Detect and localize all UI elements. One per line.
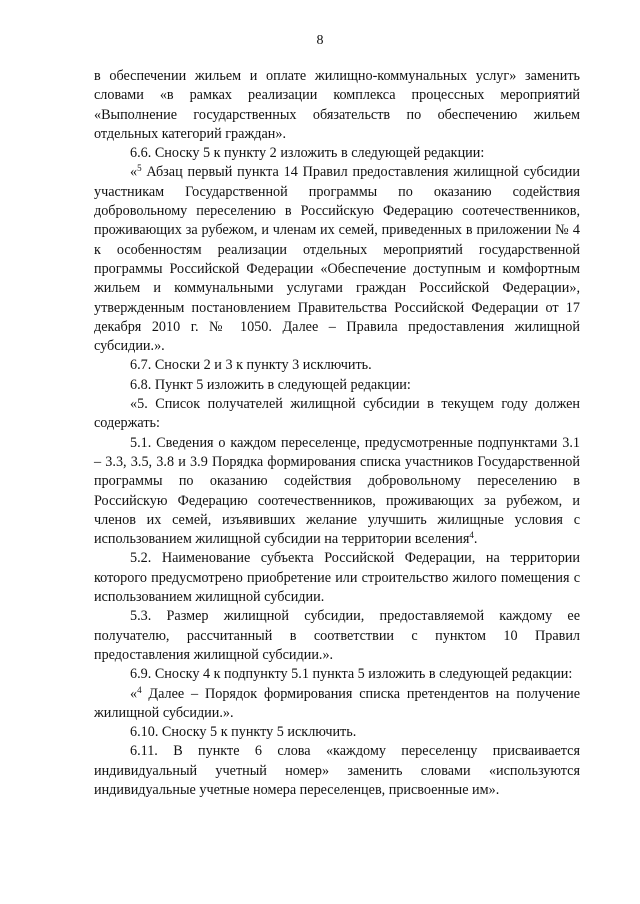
paragraph-13 (94, 742, 580, 800)
paragraph-7 (94, 434, 580, 550)
document-body (94, 67, 580, 800)
paragraph-9-text: 5.3. Размер жилищной субсидии, предоставляемой каждому ее получателю, рассчитанный в соответствии с пунктом 10 Правил предоставления жилищной субсидии.». (94, 608, 580, 663)
paragraph-13-text: 6.11. В пункте 6 слова «каждому переселенцу присваивается индивидуальный учетный номер» заменить словами «используются индивидуальные учетные номера переселенцев, присвоенные им». (94, 743, 580, 798)
paragraph-3 (94, 163, 580, 356)
paragraph-3-text: Абзац первый пункта 14 Правил предоставления жилищной субсидии участникам Государственной программы по оказанию содействия добровольному переселению в Российскую Федерацию соотечественников, проживающих за рубежом, и членам их семей, приведенных в приложении № 4 к особенностям реализации отдельных мероприятий государственной программы Российской Федерации «Обеспечение доступным и комфортным жильем и коммунальными услугами граждан Российской Федерации», утвержденным постановлением Правительства Российской Федерации от 17 декабря 2010 г. № 1050. Далее – Правила предоставления жилищной субсидии.». (94, 164, 580, 355)
paragraph-11-open-quote: « (130, 685, 138, 702)
paragraph-4 (94, 356, 580, 375)
paragraph-1-text: в обеспечении жильем и оплате жилищно-коммунальных услуг» заменить словами «в рамках реализации комплекса процессных мероприятий «Выполнение государственных обязательств по обеспечению жильем отдельных категорий граждан». (94, 68, 580, 142)
page-number: 8 (316, 33, 324, 48)
paragraph-11 (94, 685, 580, 724)
paragraph-5-text: 6.8. Пункт 5 изложить в следующей редакции: (130, 376, 411, 393)
paragraph-6 (94, 395, 580, 434)
paragraph-8 (94, 549, 580, 607)
paragraph-2-text: 6.6. Сноску 5 к пункту 2 изложить в следующей редакции: (130, 145, 485, 162)
footnote-marker-4-definition: 4 (137, 684, 142, 695)
paragraph-7-text: 5.1. Сведения о каждом переселенце, предусмотренные подпунктами 3.1 – 3.3, 3.5, 3.8 и 3.9 Порядка формирования списка участников Государственной программы по оказанию содействия добровольному переселению в Российскую Федерацию соотечественников, проживающих за рубежом, и членов их семей, изъявивших желание улучшить жилищные условия с использованием жилищной субсидии на территории вселения (94, 434, 580, 548)
paragraph-8-text: 5.2. Наименование субъекта Российской Федерации, на территории которого предусмотрено приобретение или строительство жилого помещения с использованием жилищной субсидии. (94, 550, 580, 606)
paragraph-6-text: «5. Список получателей жилищной субсидии в текущем году должен содержать: (94, 396, 580, 432)
paragraph-10-text: 6.9. Сноску 4 к подпункту 5.1 пункта 5 изложить в следующей редакции: (130, 666, 573, 683)
footnote-marker-4: 4 (469, 530, 474, 541)
footnote-marker-5: 5 (137, 163, 142, 174)
paragraph-11-text: Далее – Порядок формирования списка претендентов на получение жилищной субсидии.». (94, 685, 580, 721)
paragraph-5 (94, 376, 580, 395)
paragraph-2 (94, 144, 580, 163)
paragraph-4-text: 6.7. Сноски 2 и 3 к пункту 3 исключить. (130, 357, 372, 374)
paragraph-3-open-quote: « (130, 164, 138, 181)
paragraph-12 (94, 723, 580, 742)
paragraph-9 (94, 607, 580, 665)
paragraph-12-text: 6.10. Сноску 5 к пункту 5 исключить. (130, 724, 357, 741)
paragraph-7-end: . (473, 531, 478, 548)
paragraph-1 (94, 67, 580, 144)
paragraph-10 (94, 665, 580, 684)
